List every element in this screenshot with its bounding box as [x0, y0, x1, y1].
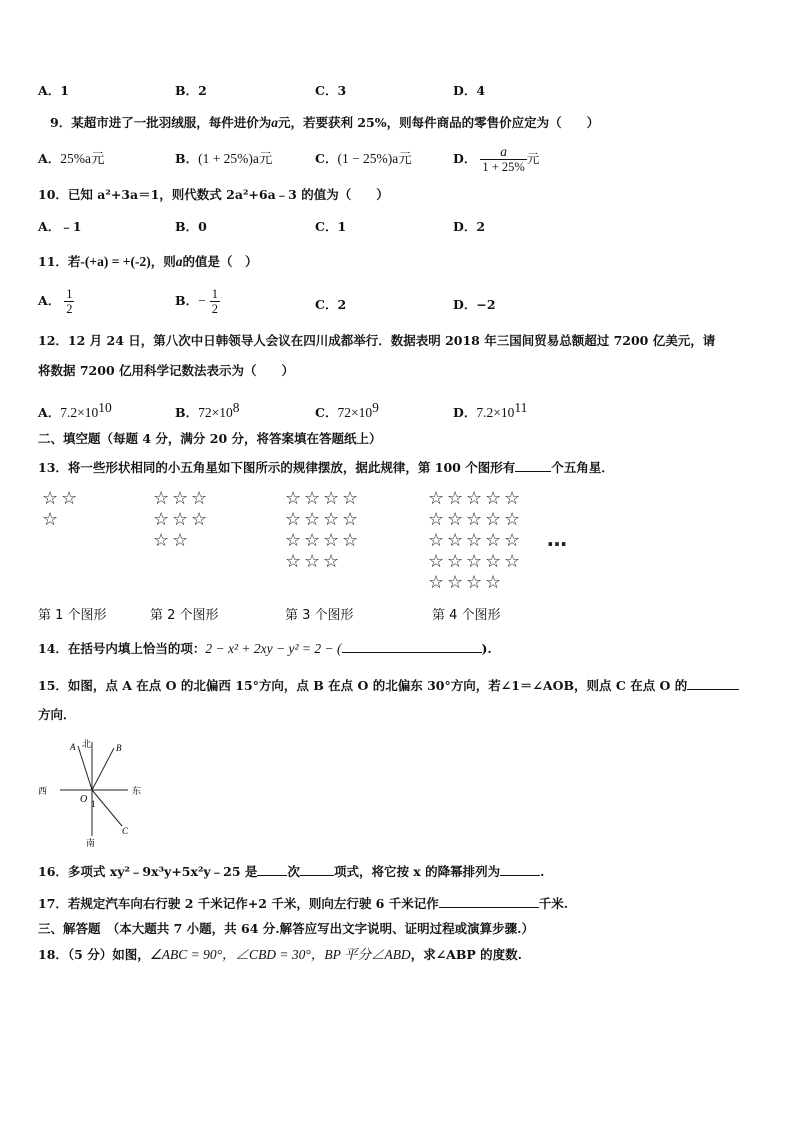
star-icon: ☆ — [61, 488, 78, 509]
q8-option-a: A．1 — [38, 83, 69, 98]
q11-option-c: C．2 — [315, 297, 347, 312]
q12-option-d: D．$7.2\times 10^{11}$ — [453, 400, 528, 421]
star-icon: ☆ — [304, 551, 321, 572]
q16-stem: 16．多项式 xy²﹣9x³y+5x²y﹣25 是 次 项式，将它按 x 的降幂排列为 . — [38, 864, 545, 879]
q9-option-a: A．25%a元 — [38, 151, 105, 166]
star-icon: ☆ — [447, 509, 464, 530]
star-icon: ☆ — [428, 551, 445, 572]
star-icon: ☆ — [153, 530, 170, 551]
star-icon: ☆ — [447, 551, 464, 572]
q17-answer-blank[interactable] — [439, 894, 539, 908]
star-icon: ☆ — [172, 530, 189, 551]
star-icon: ☆ — [172, 509, 189, 530]
star-icon: ☆ — [485, 509, 502, 530]
star-icon: ☆ — [447, 530, 464, 551]
star-icon: ☆ — [466, 530, 483, 551]
q14-expression: 2 − x² + 2xy − y² = 2 − ( — [205, 641, 342, 656]
star-icon: ☆ — [466, 488, 483, 509]
q12-option-a: A．$7.2\times 10^{10}$ — [38, 400, 112, 421]
label-east: 东 — [132, 787, 142, 797]
star-icon: ☆ — [447, 572, 464, 593]
q17-stem: 17．若规定汽车向右行驶 2 千米记作+2 千米，则向左行驶 6 千米记作 千米. — [38, 896, 569, 911]
star-icon: ☆ — [504, 488, 521, 509]
q11-expression: -(+a) = +(-2) — [80, 254, 151, 269]
star-icon: ☆ — [485, 572, 502, 593]
star-icon: ☆ — [323, 530, 340, 551]
q13-caption-3: 第 3 个图形 — [285, 608, 354, 623]
q15-direction-diagram — [30, 732, 160, 852]
q9-stem — [50, 114, 599, 132]
star-icon: ☆ — [342, 530, 359, 551]
star-icon: ☆ — [304, 488, 321, 509]
q10-option-c: C．1 — [315, 219, 347, 234]
q12-option-c: C．$72\times 10^9$ — [315, 400, 379, 421]
q16-order-blank[interactable] — [500, 862, 540, 876]
q11-option-d: D．−2 — [453, 297, 496, 312]
star-icon: ☆ — [504, 509, 521, 530]
star-icon: ☆ — [285, 488, 302, 509]
q15-stem-line1: 15．如图，点 A 在点 O 的北偏西 15°方向，点 B 在点 O 的北偏东 30°方向，若∠1＝∠AOB，则点 C 在点 O 的 — [38, 676, 739, 695]
q16-degree-blank[interactable] — [257, 862, 287, 876]
q13-answer-blank[interactable] — [515, 458, 551, 472]
ray-oa — [78, 746, 92, 790]
section-3-heading: 三、解答题 （本大题共 7 小题，共 64 分.解答应写出文字说明、证明过程或演算步骤.） — [38, 921, 534, 936]
q13-caption-1: 第 1 个图形 — [38, 608, 107, 623]
star-icon: ☆ — [191, 488, 208, 509]
q14-stem: 14．在括号内填上恰当的项：2 − x² + 2xy − y² = 2 − ( ). — [38, 641, 492, 656]
star-icon: ☆ — [466, 572, 483, 593]
section-2-heading: 二、填空题（每题 4 分，满分 20 分，将答案填在答题纸上） — [38, 431, 382, 446]
q10-option-b: B．0 — [175, 219, 207, 234]
star-icon: ☆ — [485, 488, 502, 509]
star-icon: ☆ — [428, 530, 445, 551]
star-icon: ☆ — [42, 488, 59, 509]
q12-stem-line1: 12．12 月 24 日，第八次中日韩领导人会议在四川成都举行．数据表明 2018 年三国间贸易总额超过 7200 亿美元，请 — [38, 333, 716, 348]
star-icon: ☆ — [323, 551, 340, 572]
star-icon: ☆ — [466, 509, 483, 530]
q13-ellipsis: … — [547, 527, 567, 551]
star-icon: ☆ — [485, 530, 502, 551]
star-icon: ☆ — [323, 488, 340, 509]
label-b: B — [116, 743, 122, 753]
q8-option-b: B．2 — [175, 83, 207, 98]
q9-option-d: D． $\frac{a}{1 + 25\%}$ 元 — [453, 144, 540, 174]
q14-answer-blank[interactable] — [342, 639, 482, 653]
star-icon: ☆ — [153, 509, 170, 530]
star-icon: ☆ — [285, 509, 302, 530]
star-icon: ☆ — [304, 509, 321, 530]
label-o: O — [80, 794, 88, 805]
star-icon: ☆ — [323, 509, 340, 530]
star-icon: ☆ — [485, 551, 502, 572]
q13-caption-4: 第 4 个图形 — [432, 608, 501, 623]
label-west: 西 — [38, 787, 48, 797]
q13-stem: 13．将一些形状相同的小五角星如下图所示的规律摆放，据此规律，第 100 个图形有 个五角星． — [38, 460, 614, 475]
q11-option-b: B．− $\frac{1}{2}$ — [175, 287, 218, 316]
ray-ob — [92, 748, 114, 790]
star-icon: ☆ — [504, 530, 521, 551]
label-north: 北 — [82, 740, 92, 750]
star-icon: ☆ — [466, 551, 483, 572]
star-icon: ☆ — [153, 488, 170, 509]
star-icon: ☆ — [342, 488, 359, 509]
star-icon: ☆ — [191, 509, 208, 530]
q15-stem-line2: 方向． — [38, 707, 76, 722]
q9-stem-pre: 9．某超市进了一批羽绒服，每件进价为 — [50, 115, 272, 130]
q10-option-d: D．2 — [453, 219, 486, 234]
star-icon: ☆ — [504, 551, 521, 572]
star-icon: ☆ — [428, 572, 445, 593]
q11-stem: 11．若-(+a) = +(-2)，则a的值是（ ） — [38, 254, 258, 269]
q10-option-a: A．﹣1 — [38, 219, 82, 234]
q9-option-c: C．(1 − 25%)a元 — [315, 151, 412, 166]
q9-var: a — [271, 115, 278, 130]
q9-option-d-fraction: $\frac{a}{1 + 25\%}$ — [482, 144, 525, 174]
q15-answer-blank[interactable] — [687, 676, 739, 690]
star-icon: ☆ — [304, 530, 321, 551]
q12-option-b: B．$72\times 10^8$ — [175, 400, 240, 421]
q8-option-c: C．3 — [315, 83, 347, 98]
label-c: C — [122, 826, 129, 836]
label-angle-1: 1 — [91, 799, 96, 809]
q18-stem: 18．（5 分）如图，∠ABC = 90°，∠CBD = 30°，BP 平分∠ABD，求∠ABP 的度数. — [38, 947, 523, 962]
q12-stem-line2: 将数据 7200 亿用科学记数法表示为（ ） — [38, 363, 294, 378]
star-icon: ☆ — [342, 509, 359, 530]
star-icon: ☆ — [447, 488, 464, 509]
star-icon: ☆ — [285, 551, 302, 572]
q10-stem: 10．已知 a²+3a＝1，则代数式 2a²+6a﹣3 的值为（ ） — [38, 187, 389, 202]
q9-option-b: B．(1 + 25%)a元 — [175, 151, 273, 166]
q11-option-a: A． $\frac{1}{2}$ — [38, 287, 73, 316]
star-icon: ☆ — [428, 509, 445, 530]
q16-terms-blank[interactable] — [300, 862, 334, 876]
star-icon: ☆ — [285, 530, 302, 551]
label-a: A — [70, 742, 76, 752]
star-icon: ☆ — [428, 488, 445, 509]
q8-option-d: D．4 — [453, 83, 486, 98]
ray-oc — [92, 790, 122, 826]
q9-stem-post: 元，若要获利 25%，则每件商品的零售价应定为（ ） — [277, 115, 600, 130]
label-south: 南 — [86, 839, 96, 849]
q18-expression: ∠ABC = 90°，∠CBD = 30°，BP 平分∠ABD — [149, 947, 411, 962]
star-icon: ☆ — [42, 509, 59, 530]
star-icon: ☆ — [172, 488, 189, 509]
q13-caption-2: 第 2 个图形 — [150, 608, 219, 623]
